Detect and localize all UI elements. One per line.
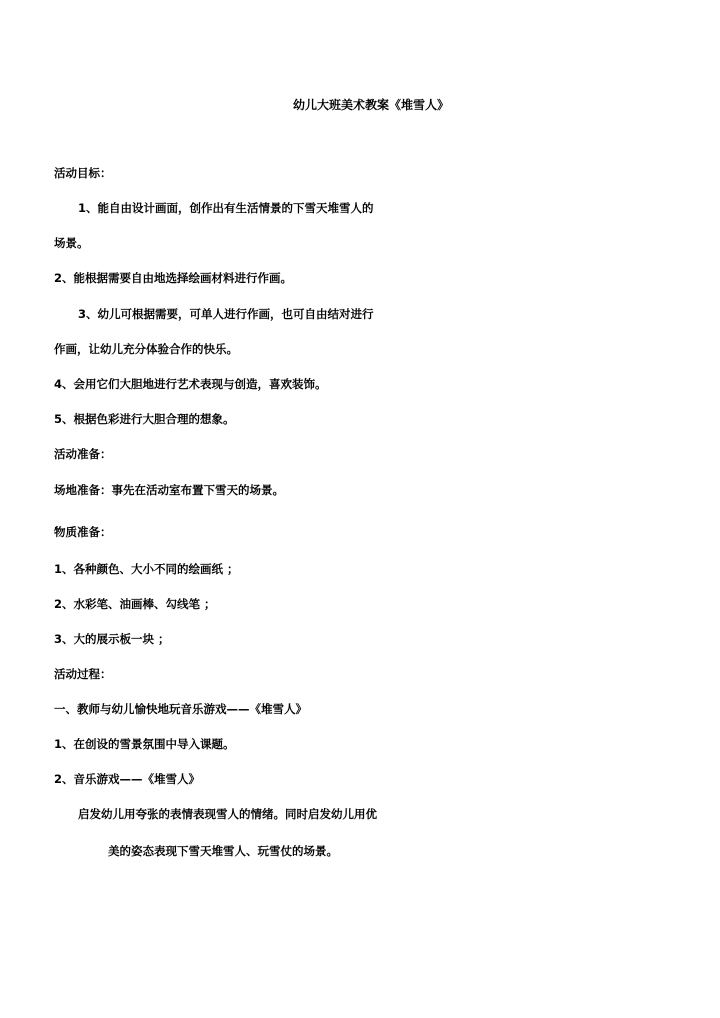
goal-3-line-1: 3、幼儿可根据需要，可单人进行作画，也可自由结对进行 (78, 307, 374, 321)
process-detail-line-2: 美的姿态表现下雪天堆雪人、玩雪仗的场景。 (108, 844, 338, 858)
heading-activity-goals: 活动目标： (54, 166, 112, 180)
venue-preparation: 场地准备：事先在活动室布置下雪天的场景。 (54, 483, 284, 497)
heading-activity-preparation: 活动准备： (54, 447, 112, 461)
heading-activity-process: 活动过程： (54, 667, 112, 681)
goal-5: 5、根据色彩进行大胆合理的想象。 (54, 412, 235, 426)
goal-1-line-2: 场景。 (54, 236, 89, 250)
material-3: 3、大的展示板一块 ； (54, 632, 170, 646)
goal-2: 2、能根据需要自由地选择绘画材料进行作画。 (54, 271, 292, 285)
heading-material-preparation: 物质准备： (54, 525, 112, 539)
goal-1-line-1: 1、能自由设计画面，创作出有生活情景的下雪天堆雪人的 (78, 201, 374, 215)
material-1: 1、各种颜色、大小不同的绘画纸 ； (54, 562, 239, 576)
process-step-1-2: 2、音乐游戏——《堆雪人》 (54, 772, 201, 786)
material-2: 2、水彩笔、油画棒、勾线笔 ； (54, 597, 216, 611)
process-detail-line-1: 启发幼儿用夸张的表情表现雪人的情绪。同时启发幼儿用优 (78, 807, 377, 821)
process-step-1: 一、教师与幼儿愉快地玩音乐游戏——《堆雪人》 (54, 702, 307, 716)
process-step-1-1: 1、在创设的雪景氛围中导入课题。 (54, 737, 235, 751)
goal-4: 4、会用它们大胆地进行艺术表现与创造，喜欢装饰。 (54, 377, 327, 391)
document-title: 幼儿大班美术教案《堆雪人》 (293, 98, 450, 112)
goal-3-line-2: 作画，让幼儿充分体验合作的快乐。 (54, 342, 238, 356)
